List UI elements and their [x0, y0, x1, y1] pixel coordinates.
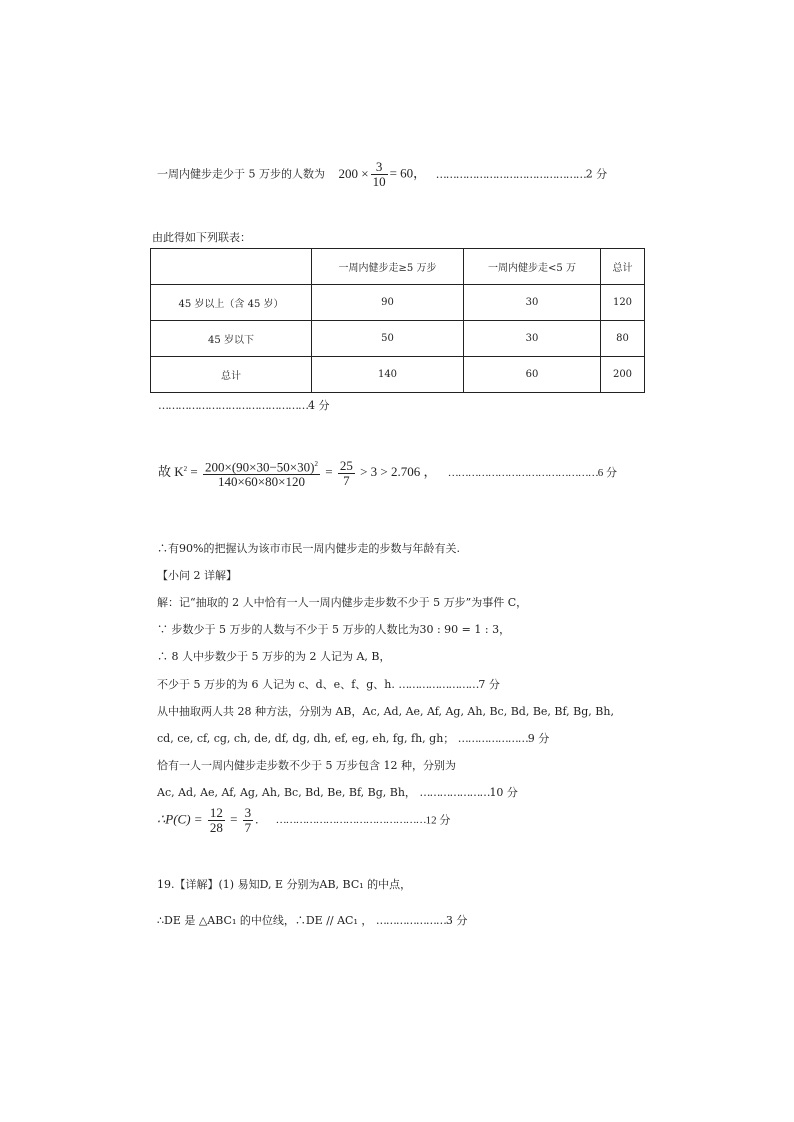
- line1-score: 2 分: [585, 167, 608, 181]
- sol8-dots: …………………: [419, 786, 490, 799]
- table-cell: 140: [312, 357, 464, 393]
- table-intro: 由此得如下列联表：: [152, 231, 251, 244]
- table-header-cell: 一周内健步走≥5 万步: [312, 249, 464, 285]
- probability-line: [157, 806, 450, 835]
- q19b-dots: …………………: [375, 914, 446, 927]
- k2-exp: 2: [183, 464, 188, 473]
- table-cell: 45 岁以上（含 45 岁）: [151, 285, 312, 321]
- sol4-score: 7 分: [478, 678, 500, 691]
- prob-eq: =: [230, 811, 238, 827]
- section-title: 【小问 2 详解】: [157, 569, 237, 582]
- sol8-score: 10 分: [489, 786, 518, 799]
- sol4-text: 不少于 5 万步的为 6 人记为 c、d、e、f、g、h.: [157, 678, 395, 691]
- table-header-cell: [151, 249, 312, 285]
- k2-eq: =: [190, 464, 198, 480]
- table-cell: 120: [601, 285, 645, 321]
- k2-den2: 7: [343, 472, 350, 488]
- prob-lead: ∴P(C) =: [157, 811, 203, 827]
- k2-fraction: [203, 457, 320, 489]
- prob-score: 12 分: [425, 814, 451, 827]
- prob-dots: ………………………………………: [275, 814, 426, 827]
- sol6-dots: …………………: [457, 732, 528, 745]
- line1-dots: ………………………………………: [435, 167, 586, 181]
- solution-line-7: 恰有一人一周内健步走步数不少于 5 万步包含 12 种，分别为: [157, 759, 456, 772]
- score-line-4: [158, 397, 330, 413]
- conclusion: ∴有90%的把握认为该市市民一周内健步走的步数与年龄有关.: [157, 542, 460, 555]
- table-cell: 30: [464, 285, 601, 321]
- prob-num2: 3: [244, 805, 252, 820]
- contingency-table: [150, 248, 645, 393]
- line1-num: 3: [371, 160, 388, 175]
- line1-expr-right: = 60，: [389, 165, 427, 181]
- solution-line-8: [157, 784, 518, 800]
- k2-mid: =: [325, 464, 333, 480]
- k2-lead: 故 K: [158, 464, 184, 480]
- k2-fraction-2: [338, 459, 355, 488]
- prob-den: 28: [209, 820, 223, 835]
- score4-score: 4 分: [308, 399, 330, 412]
- q19b-score: 3 分: [445, 914, 468, 927]
- table-row: [151, 357, 645, 393]
- sol8-text: Ac, Ad, Ae, Af, Ag, Ah, Bc, Bd, Be, Bf, Bg, Bh，: [157, 786, 416, 799]
- table-row: [151, 321, 645, 357]
- line1-text: 一周内健步走少于 5 万步的人数为: [157, 167, 325, 181]
- line-1: [157, 160, 607, 189]
- table-row: [151, 285, 645, 321]
- prob-fraction: [208, 806, 225, 835]
- table-header-row: [151, 249, 645, 285]
- table-header-cell: 总计: [601, 249, 645, 285]
- prob-fraction-2: [243, 806, 254, 835]
- question-19-line-2: [157, 912, 467, 928]
- prob-num: 12: [209, 805, 223, 820]
- score4-dots: ………………………………………: [158, 399, 308, 412]
- solution-line-4: [157, 676, 500, 692]
- line1-den: 10: [372, 174, 386, 189]
- solution-line-2: ∵ 步数少于 5 万步的人数与不少于 5 万步的人数比为30 : 90 = 1 : 3，: [157, 623, 511, 636]
- solution-line-3: ∴ 8 人中步数少于 5 万步的为 2 人记为 A, B，: [157, 650, 391, 663]
- table-cell: 50: [312, 321, 464, 357]
- k2-formula: [158, 457, 617, 489]
- line1-fraction: [371, 160, 388, 189]
- solution-line-1: 解：记“抽取的 2 人中恰有一人一周内健步走步数不少于 5 万步”为事件 C，: [157, 596, 528, 609]
- solution-line-6: [157, 730, 549, 746]
- q19b-text: ∴DE 是 △ABC₁ 的中位线，∴DE // AC₁ ，: [157, 914, 373, 927]
- table-cell: 60: [464, 357, 601, 393]
- table-cell: 80: [601, 321, 645, 357]
- k2-num-exp: 2: [314, 460, 318, 468]
- prob-tail: .: [255, 811, 259, 827]
- sol6-text: cd, ce, cf, cg, ch, de, df, dg, dh, ef, eg, eh, fg, fh, gh；: [157, 732, 455, 745]
- solution-line-5: 从中抽取两人共 28 种方法，分别为 AB，Ac, Ad, Ae, Af, Ag, Ah, Bc, Bd, Be, Bf, Bg, Bh,: [157, 705, 614, 718]
- table-cell: 45 岁以下: [151, 321, 312, 357]
- table-cell: 30: [464, 321, 601, 357]
- table-cell: 200: [601, 357, 645, 393]
- line1-expr-left: 200 ×: [338, 165, 369, 181]
- k2-dots: ………………………………………: [447, 467, 598, 480]
- sol4-dots: ……………………: [398, 678, 479, 691]
- k2-den: 140×60×80×120: [217, 474, 305, 490]
- sol6-score: 9 分: [527, 732, 550, 745]
- k2-num: 200×(90×30−50×30): [204, 459, 315, 475]
- prob-den2: 7: [244, 820, 252, 835]
- table-cell: 总计: [151, 357, 312, 393]
- k2-score: 6 分: [597, 467, 617, 480]
- k2-tail: > 3 > 2.706 ，: [360, 464, 437, 480]
- table-cell: 90: [312, 285, 464, 321]
- k2-num2: 25: [339, 457, 353, 473]
- question-19: 19.【详解】(1) 易知D, E 分别为AB, BC₁ 的中点，: [157, 878, 412, 891]
- table-header-cell: 一周内健步走<5 万: [464, 249, 601, 285]
